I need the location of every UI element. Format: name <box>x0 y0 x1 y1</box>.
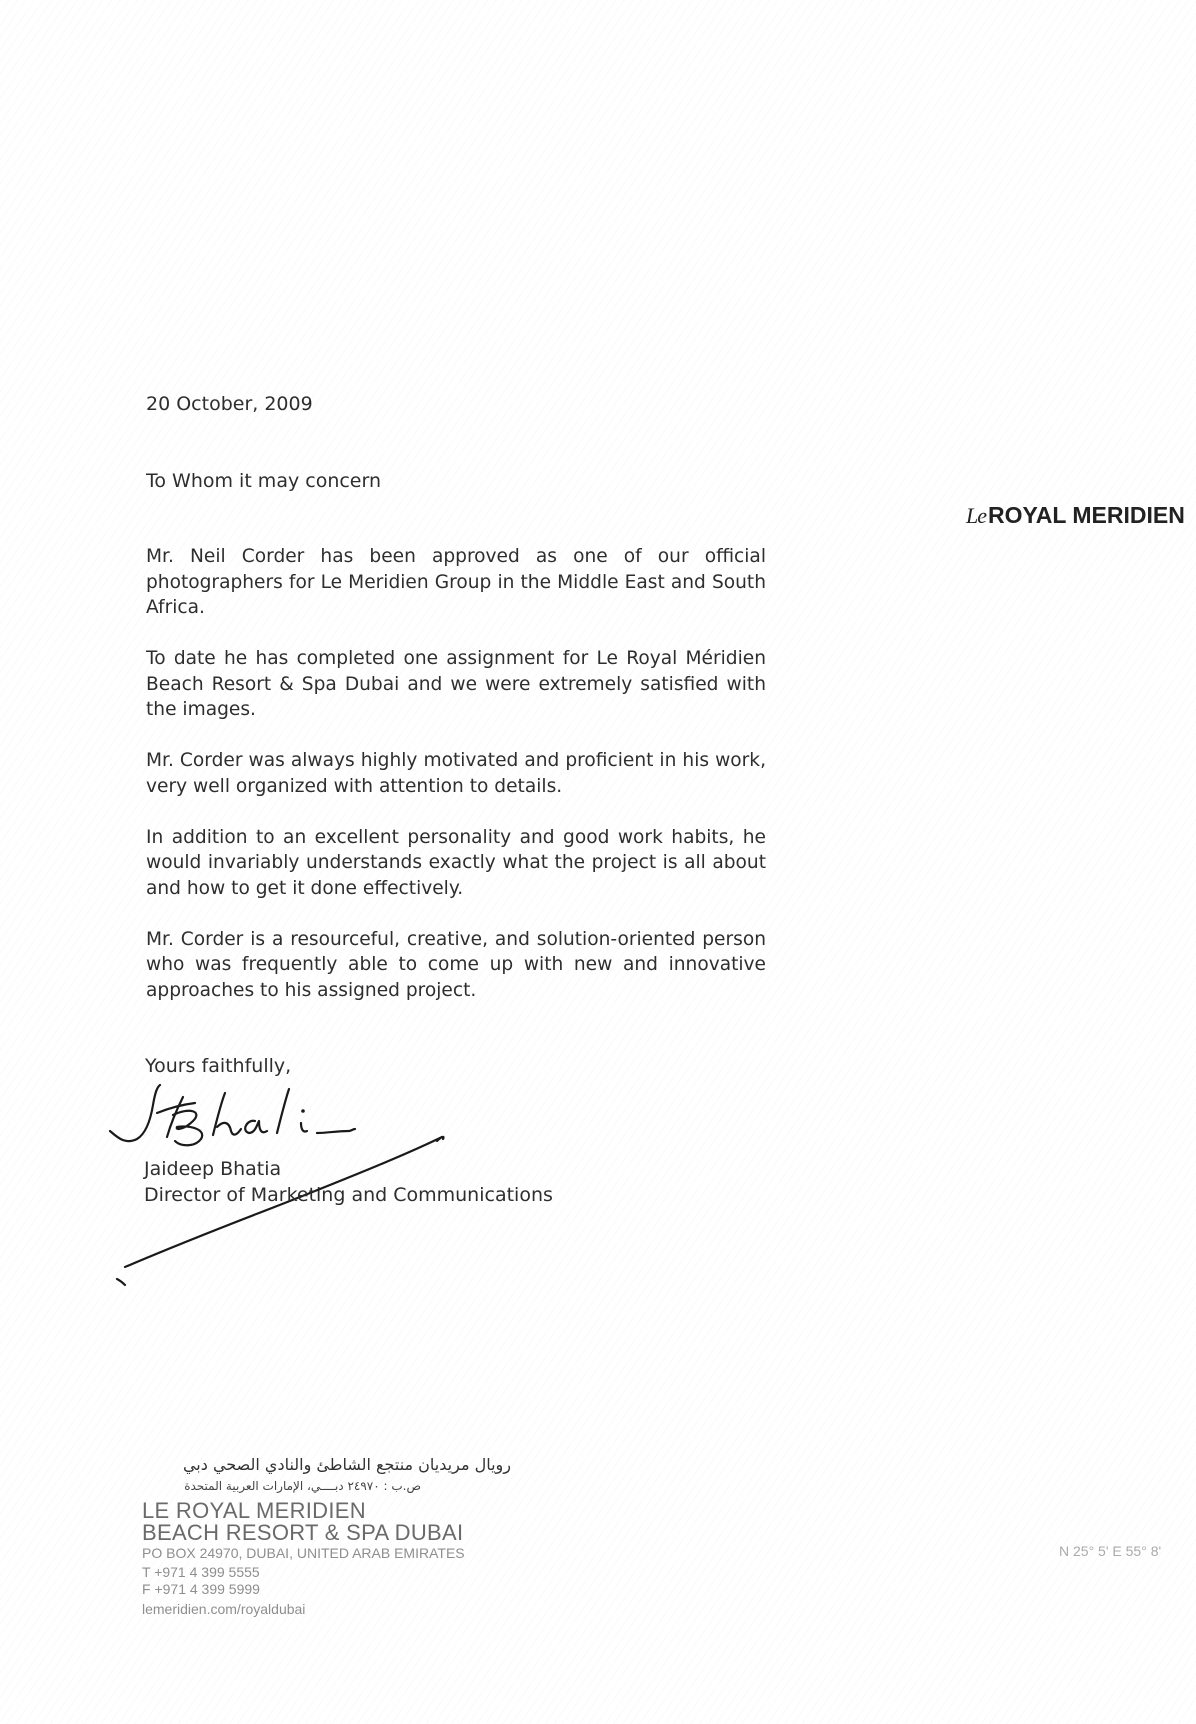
letter-date: 20 October, 2009 <box>146 393 313 415</box>
footer-arabic-name: رويال مريديان منتجع الشاطئ والنادي الصحي دبي <box>182 1455 511 1474</box>
footer-address: PO BOX 24970, DUBAI, UNITED ARAB EMIRATES <box>142 1545 465 1561</box>
body-paragraph: To date he has completed one assignment for Le Royal Méridien Beach Resort & Spa Dubai and we were extremely satisfied with the images. <box>146 648 766 720</box>
salutation: To Whom it may concern <box>146 470 382 492</box>
body-paragraph: In addition to an excellent personality and good work habits, he would invariably understands exactly what the project is all about and how to get it done effectively. <box>146 826 766 899</box>
body-paragraph: Mr. Corder was always highly motivated and proficient in his work, very well organized with attention to details. <box>146 750 766 797</box>
body-paragraph: Mr. Corder is a resourceful, creative, and solution-oriented person who was frequently able to come up with new and innovative approaches to his assigned project. <box>146 928 766 1001</box>
closing: Yours faithfully, <box>145 1055 292 1077</box>
letter-body <box>146 544 766 1029</box>
brand-logo <box>966 502 1185 529</box>
signer-name: Jaideep Bhatia <box>144 1158 282 1180</box>
footer-hotel-name: LE ROYAL MERIDIEN <box>142 1498 366 1523</box>
logo-prefix: Le <box>966 503 986 528</box>
footer-fax: F +971 4 399 5999 <box>142 1581 260 1597</box>
signer-title: Director of Marketing and Communications <box>144 1184 553 1206</box>
body-paragraph: Mr. Neil Corder has been approved as one of our official photographers for Le Meridien Group in the Middle East and South Africa. <box>146 546 766 618</box>
footer-hotel-subname: BEACH RESORT & SPA DUBAI <box>142 1520 464 1545</box>
footer-website: lemeridien.com/royaldubai <box>142 1601 306 1617</box>
footer-phone: T +971 4 399 5555 <box>142 1564 260 1580</box>
logo-name: ROYAL MERIDIEN <box>988 502 1185 528</box>
geo-coordinates: N 25° 5' E 55° 8' <box>1059 1543 1162 1559</box>
footer-arabic-address: ص.ب : ٢٤٩٧٠ دبــــي، الإمارات العربية المتحدة <box>184 1479 421 1493</box>
